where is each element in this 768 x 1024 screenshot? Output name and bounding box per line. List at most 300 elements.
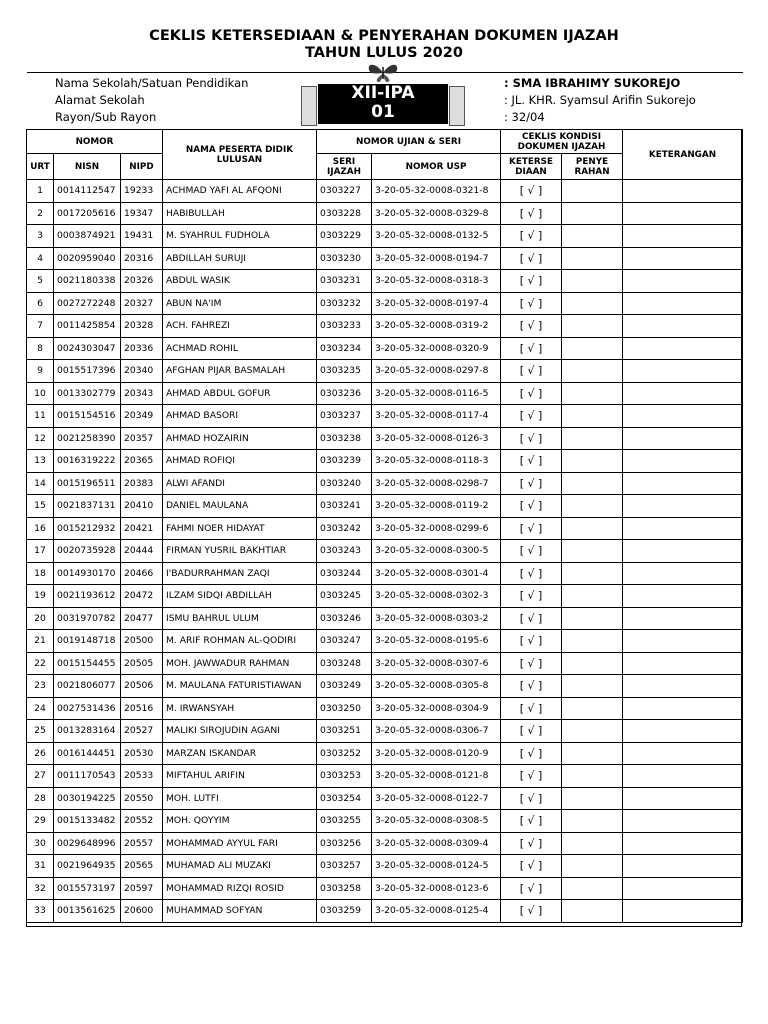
nipd-cell: 20530	[121, 742, 163, 765]
nipd-cell: 20327	[121, 292, 163, 315]
student-name-cell: M. IRWANSYAH	[163, 697, 317, 720]
row-number: 24	[27, 697, 54, 720]
penyerahan-cell[interactable]	[562, 855, 623, 878]
table-row	[27, 315, 743, 338]
nipd-cell: 20533	[121, 765, 163, 788]
nomor-usp-cell: 3-20-05-32-0008-0302-3	[372, 585, 501, 608]
student-name-cell: M. ARIF ROHMAN AL-QODIRI	[163, 630, 317, 653]
ketersediaan-checkbox[interactable]: [ √ ]	[501, 630, 562, 653]
row-number: 29	[27, 810, 54, 833]
student-name-cell: MUHAMMAD SOFYAN	[163, 900, 317, 923]
ketersediaan-checkbox[interactable]: [ √ ]	[501, 225, 562, 248]
nisn-cell: 0027272248	[54, 292, 121, 315]
student-name-cell: FAHMI NOER HIDAYAT	[163, 517, 317, 540]
penyerahan-cell[interactable]	[562, 607, 623, 630]
nomor-usp-cell: 3-20-05-32-0008-0123-6	[372, 877, 501, 900]
ketersediaan-checkbox[interactable]: [ √ ]	[501, 562, 562, 585]
nipd-cell: 20326	[121, 270, 163, 293]
penyerahan-cell[interactable]	[562, 450, 623, 473]
penyerahan-cell[interactable]	[562, 787, 623, 810]
table-row	[27, 517, 743, 540]
row-number: 22	[27, 652, 54, 675]
ketersediaan-checkbox[interactable]: [ √ ]	[501, 360, 562, 383]
seri-ijazah-cell: 0303242	[317, 517, 372, 540]
seri-ijazah-cell: 0303240	[317, 472, 372, 495]
penyerahan-cell[interactable]	[562, 832, 623, 855]
ketersediaan-checkbox[interactable]: [ √ ]	[501, 495, 562, 518]
seri-ijazah-cell: 0303254	[317, 787, 372, 810]
row-number: 3	[27, 225, 54, 248]
seri-ijazah-cell: 0303247	[317, 630, 372, 653]
row-number: 33	[27, 900, 54, 923]
seri-ijazah-cell: 0303249	[317, 675, 372, 698]
student-name-cell: ABUN NA'IM	[163, 292, 317, 315]
header-nomor-ujian: NOMOR UJIAN & SERI	[317, 130, 501, 154]
seri-ijazah-cell: 0303228	[317, 202, 372, 225]
nomor-usp-cell: 3-20-05-32-0008-0299-6	[372, 517, 501, 540]
keterangan-cell[interactable]	[623, 697, 743, 720]
keterangan-cell[interactable]	[623, 360, 743, 383]
row-number: 32	[27, 877, 54, 900]
row-number: 20	[27, 607, 54, 630]
penyerahan-cell[interactable]	[562, 765, 623, 788]
row-number: 4	[27, 247, 54, 270]
nipd-cell: 20336	[121, 337, 163, 360]
keterangan-cell[interactable]	[623, 720, 743, 743]
nomor-usp-cell: 3-20-05-32-0008-0301-4	[372, 562, 501, 585]
row-number: 28	[27, 787, 54, 810]
student-name-cell: ACH. FAHREZI	[163, 315, 317, 338]
table-row	[27, 562, 743, 585]
nisn-cell: 0015212932	[54, 517, 121, 540]
header-nomor-usp: NOMOR USP	[372, 154, 501, 180]
keterangan-cell[interactable]	[623, 855, 743, 878]
row-number: 17	[27, 540, 54, 563]
ketersediaan-checkbox[interactable]: [ √ ]	[501, 202, 562, 225]
nisn-cell: 0014930170	[54, 562, 121, 585]
penyerahan-cell[interactable]	[562, 270, 623, 293]
nomor-usp-cell: 3-20-05-32-0008-0195-6	[372, 630, 501, 653]
ketersediaan-checkbox[interactable]: [ √ ]	[501, 675, 562, 698]
nisn-cell: 0030194225	[54, 787, 121, 810]
keterangan-cell[interactable]	[623, 562, 743, 585]
row-number: 15	[27, 495, 54, 518]
nipd-cell: 20340	[121, 360, 163, 383]
keterangan-cell[interactable]	[623, 180, 743, 203]
ketersediaan-checkbox[interactable]: [ √ ]	[501, 450, 562, 473]
keterangan-cell[interactable]	[623, 585, 743, 608]
table-row	[27, 742, 743, 765]
row-number: 27	[27, 765, 54, 788]
penyerahan-cell[interactable]	[562, 292, 623, 315]
row-number: 25	[27, 720, 54, 743]
table-row	[27, 540, 743, 563]
student-name-cell: ABDILLAH SURUJI	[163, 247, 317, 270]
keterangan-cell[interactable]	[623, 607, 743, 630]
nomor-usp-cell: 3-20-05-32-0008-0300-5	[372, 540, 501, 563]
nisn-cell: 0016144451	[54, 742, 121, 765]
class-plate	[318, 84, 448, 124]
keterangan-cell[interactable]	[623, 315, 743, 338]
ketersediaan-checkbox[interactable]: [ √ ]	[501, 382, 562, 405]
ketersediaan-checkbox[interactable]: [ √ ]	[501, 765, 562, 788]
nipd-cell: 20466	[121, 562, 163, 585]
nipd-cell: 20316	[121, 247, 163, 270]
seri-ijazah-cell: 0303252	[317, 742, 372, 765]
seri-ijazah-cell: 0303248	[317, 652, 372, 675]
nomor-usp-cell: 3-20-05-32-0008-0119-2	[372, 495, 501, 518]
ketersediaan-checkbox[interactable]: [ √ ]	[501, 787, 562, 810]
nisn-cell: 0021806077	[54, 675, 121, 698]
keterangan-cell[interactable]	[623, 630, 743, 653]
nisn-cell: 0020959040	[54, 247, 121, 270]
penyerahan-cell[interactable]	[562, 900, 623, 923]
penyerahan-cell[interactable]	[562, 495, 623, 518]
nomor-usp-cell: 3-20-05-32-0008-0120-9	[372, 742, 501, 765]
table-row	[27, 270, 743, 293]
seri-ijazah-cell: 0303251	[317, 720, 372, 743]
nisn-cell: 0021258390	[54, 427, 121, 450]
nipd-cell: 20565	[121, 855, 163, 878]
nipd-cell: 20343	[121, 382, 163, 405]
header-penyerahan: PENYE RAHAN	[562, 154, 623, 180]
penyerahan-cell[interactable]	[562, 630, 623, 653]
header-ceklis: CEKLIS KONDISI DOKUMEN IJAZAH	[501, 130, 623, 154]
nomor-usp-cell: 3-20-05-32-0008-0121-8	[372, 765, 501, 788]
row-number: 26	[27, 742, 54, 765]
row-number: 9	[27, 360, 54, 383]
penyerahan-cell[interactable]	[562, 337, 623, 360]
student-name-cell: MARZAN ISKANDAR	[163, 742, 317, 765]
student-name-cell: FIRMAN YUSRIL BAKHTIAR	[163, 540, 317, 563]
nomor-usp-cell: 3-20-05-32-0008-0319-2	[372, 315, 501, 338]
keterangan-cell[interactable]	[623, 337, 743, 360]
seri-ijazah-cell: 0303245	[317, 585, 372, 608]
ketersediaan-checkbox[interactable]: [ √ ]	[501, 517, 562, 540]
seri-ijazah-cell: 0303250	[317, 697, 372, 720]
penyerahan-cell[interactable]	[562, 427, 623, 450]
rayon-value: : 32/04	[504, 110, 545, 124]
row-number: 19	[27, 585, 54, 608]
student-name-cell: I'BADURRAHMAN ZAQI	[163, 562, 317, 585]
keterangan-cell[interactable]	[623, 832, 743, 855]
nomor-usp-cell: 3-20-05-32-0008-0126-3	[372, 427, 501, 450]
nipd-cell: 20552	[121, 810, 163, 833]
nomor-usp-cell: 3-20-05-32-0008-0307-6	[372, 652, 501, 675]
table-row	[27, 630, 743, 653]
penyerahan-cell[interactable]	[562, 225, 623, 248]
row-number: 30	[27, 832, 54, 855]
table-row	[27, 787, 743, 810]
keterangan-cell[interactable]	[623, 450, 743, 473]
butterfly-icon	[366, 62, 400, 84]
table-row	[27, 405, 743, 428]
row-number: 14	[27, 472, 54, 495]
ketersediaan-checkbox[interactable]: [ √ ]	[501, 180, 562, 203]
seri-ijazah-cell: 0303235	[317, 360, 372, 383]
table-row	[27, 832, 743, 855]
document-title-line2: TAHUN LULUS 2020	[305, 45, 463, 61]
student-name-cell: MOHAMMAD RIZQI ROSID	[163, 877, 317, 900]
keterangan-cell[interactable]	[623, 787, 743, 810]
keterangan-cell[interactable]	[623, 652, 743, 675]
penyerahan-cell[interactable]	[562, 810, 623, 833]
ketersediaan-checkbox[interactable]: [ √ ]	[501, 720, 562, 743]
nomor-usp-cell: 3-20-05-32-0008-0116-5	[372, 382, 501, 405]
nomor-usp-cell: 3-20-05-32-0008-0194-7	[372, 247, 501, 270]
penyerahan-cell[interactable]	[562, 315, 623, 338]
keterangan-cell[interactable]	[623, 270, 743, 293]
seri-ijazah-cell: 0303243	[317, 540, 372, 563]
nisn-cell: 0029648996	[54, 832, 121, 855]
nomor-usp-cell: 3-20-05-32-0008-0298-7	[372, 472, 501, 495]
ketersediaan-checkbox[interactable]: [ √ ]	[501, 472, 562, 495]
nipd-cell: 20506	[121, 675, 163, 698]
seri-ijazah-cell: 0303241	[317, 495, 372, 518]
nipd-cell: 20505	[121, 652, 163, 675]
row-number: 31	[27, 855, 54, 878]
student-name-cell: MUHAMAD ALI MUZAKI	[163, 855, 317, 878]
student-name-cell: M. MAULANA FATURISTIAWAN	[163, 675, 317, 698]
seri-ijazah-cell: 0303255	[317, 810, 372, 833]
nipd-cell: 19431	[121, 225, 163, 248]
row-number: 7	[27, 315, 54, 338]
nomor-usp-cell: 3-20-05-32-0008-0197-4	[372, 292, 501, 315]
penyerahan-cell[interactable]	[562, 180, 623, 203]
table-row	[27, 877, 743, 900]
penyerahan-cell[interactable]	[562, 360, 623, 383]
table-row	[27, 675, 743, 698]
ketersediaan-checkbox[interactable]: [ √ ]	[501, 540, 562, 563]
student-name-cell: ACHMAD ROHIL	[163, 337, 317, 360]
row-number: 13	[27, 450, 54, 473]
penyerahan-cell[interactable]	[562, 562, 623, 585]
keterangan-cell[interactable]	[623, 742, 743, 765]
student-name-cell: MOH. QOYYIM	[163, 810, 317, 833]
table-row	[27, 225, 743, 248]
header-nama: NAMA PESERTA DIDIK LULUSAN	[163, 130, 317, 180]
nisn-cell: 0003874921	[54, 225, 121, 248]
nipd-cell: 20472	[121, 585, 163, 608]
nipd-cell: 20383	[121, 472, 163, 495]
nomor-usp-cell: 3-20-05-32-0008-0122-7	[372, 787, 501, 810]
ketersediaan-checkbox[interactable]: [ √ ]	[501, 270, 562, 293]
nomor-usp-cell: 3-20-05-32-0008-0117-4	[372, 405, 501, 428]
nipd-cell: 20600	[121, 900, 163, 923]
nipd-cell: 20557	[121, 832, 163, 855]
row-number: 16	[27, 517, 54, 540]
student-name-cell: MOH. JAWWADUR RAHMAN	[163, 652, 317, 675]
nipd-cell: 20328	[121, 315, 163, 338]
nisn-cell: 0014112547	[54, 180, 121, 203]
row-number: 23	[27, 675, 54, 698]
school-name-label: Nama Sekolah/Satuan Pendidikan	[55, 76, 249, 90]
row-number: 6	[27, 292, 54, 315]
table-row	[27, 855, 743, 878]
table-row	[27, 202, 743, 225]
penyerahan-cell[interactable]	[562, 697, 623, 720]
seri-ijazah-cell: 0303246	[317, 607, 372, 630]
penyerahan-cell[interactable]	[562, 247, 623, 270]
keterangan-cell[interactable]	[623, 427, 743, 450]
table-row	[27, 652, 743, 675]
table-row	[27, 450, 743, 473]
ketersediaan-checkbox[interactable]: [ √ ]	[501, 832, 562, 855]
ketersediaan-checkbox[interactable]: [ √ ]	[501, 585, 562, 608]
keterangan-cell[interactable]	[623, 765, 743, 788]
nomor-usp-cell: 3-20-05-32-0008-0309-4	[372, 832, 501, 855]
nomor-usp-cell: 3-20-05-32-0008-0305-8	[372, 675, 501, 698]
table-row	[27, 180, 743, 203]
keterangan-cell[interactable]	[623, 517, 743, 540]
pillar-right-icon	[449, 86, 465, 126]
ketersediaan-checkbox[interactable]: [ √ ]	[501, 427, 562, 450]
nisn-cell: 0021837131	[54, 495, 121, 518]
seri-ijazah-cell: 0303256	[317, 832, 372, 855]
penyerahan-cell[interactable]	[562, 540, 623, 563]
penyerahan-cell[interactable]	[562, 202, 623, 225]
keterangan-cell[interactable]	[623, 472, 743, 495]
nipd-cell: 20550	[121, 787, 163, 810]
ketersediaan-checkbox[interactable]: [ √ ]	[501, 742, 562, 765]
header-ketersediaan: KETERSE DIAAN	[501, 154, 562, 180]
ketersediaan-checkbox[interactable]: [ √ ]	[501, 877, 562, 900]
student-name-cell: AHMAD BASORI	[163, 405, 317, 428]
nomor-usp-cell: 3-20-05-32-0008-0306-7	[372, 720, 501, 743]
penyerahan-cell[interactable]	[562, 382, 623, 405]
nisn-cell: 0013283164	[54, 720, 121, 743]
penyerahan-cell[interactable]	[562, 877, 623, 900]
nipd-cell: 20444	[121, 540, 163, 563]
seri-ijazah-cell: 0303258	[317, 877, 372, 900]
row-number: 1	[27, 180, 54, 203]
keterangan-cell[interactable]	[623, 382, 743, 405]
table-row	[27, 382, 743, 405]
nisn-cell: 0011170543	[54, 765, 121, 788]
penyerahan-cell[interactable]	[562, 472, 623, 495]
nomor-usp-cell: 3-20-05-32-0008-0297-8	[372, 360, 501, 383]
seri-ijazah-cell: 0303239	[317, 450, 372, 473]
table-row	[27, 427, 743, 450]
header-urt: URT	[27, 154, 54, 180]
keterangan-cell[interactable]	[623, 405, 743, 428]
header-seri-ijazah: SERI IJAZAH	[317, 154, 372, 180]
table-row	[27, 247, 743, 270]
nipd-cell: 20365	[121, 450, 163, 473]
ketersediaan-checkbox[interactable]: [ √ ]	[501, 292, 562, 315]
table-row	[27, 810, 743, 833]
row-number: 21	[27, 630, 54, 653]
nomor-usp-cell: 3-20-05-32-0008-0125-4	[372, 900, 501, 923]
nomor-usp-cell: 3-20-05-32-0008-0132-5	[372, 225, 501, 248]
ketersediaan-checkbox[interactable]: [ √ ]	[501, 855, 562, 878]
row-number: 8	[27, 337, 54, 360]
class-name: XII-IPA	[351, 83, 415, 103]
ketersediaan-checkbox[interactable]: [ √ ]	[501, 810, 562, 833]
keterangan-cell[interactable]	[623, 495, 743, 518]
nipd-cell: 20421	[121, 517, 163, 540]
nisn-cell: 0015154516	[54, 405, 121, 428]
row-number: 11	[27, 405, 54, 428]
penyerahan-cell[interactable]	[562, 742, 623, 765]
keterangan-cell[interactable]	[623, 247, 743, 270]
keterangan-cell[interactable]	[623, 292, 743, 315]
ketersediaan-checkbox[interactable]: [ √ ]	[501, 900, 562, 923]
ketersediaan-checkbox[interactable]: [ √ ]	[501, 337, 562, 360]
ketersediaan-checkbox[interactable]: [ √ ]	[501, 652, 562, 675]
nisn-cell: 0027531436	[54, 697, 121, 720]
row-number: 10	[27, 382, 54, 405]
table-row	[27, 337, 743, 360]
nomor-usp-cell: 3-20-05-32-0008-0308-5	[372, 810, 501, 833]
penyerahan-cell[interactable]	[562, 720, 623, 743]
seri-ijazah-cell: 0303236	[317, 382, 372, 405]
student-name-cell: ACHMAD YAFI AL AFQONI	[163, 180, 317, 203]
table-row	[27, 697, 743, 720]
keterangan-cell[interactable]	[623, 675, 743, 698]
seri-ijazah-cell: 0303229	[317, 225, 372, 248]
keterangan-cell[interactable]	[623, 202, 743, 225]
nomor-usp-cell: 3-20-05-32-0008-0320-9	[372, 337, 501, 360]
ketersediaan-checkbox[interactable]: [ √ ]	[501, 405, 562, 428]
table-row	[27, 765, 743, 788]
seri-ijazah-cell: 0303259	[317, 900, 372, 923]
school-address-label: Alamat Sekolah	[55, 93, 145, 107]
penyerahan-cell[interactable]	[562, 675, 623, 698]
ketersediaan-checkbox[interactable]: [ √ ]	[501, 697, 562, 720]
ketersediaan-checkbox[interactable]: [ √ ]	[501, 315, 562, 338]
nisn-cell: 0021964935	[54, 855, 121, 878]
keterangan-cell[interactable]	[623, 810, 743, 833]
student-name-cell: ILZAM SIDQI ABDILLAH	[163, 585, 317, 608]
rayon-label: Rayon/Sub Rayon	[55, 110, 157, 124]
table-row	[27, 360, 743, 383]
nisn-cell: 0019148718	[54, 630, 121, 653]
keterangan-cell[interactable]	[623, 900, 743, 923]
nipd-cell: 20500	[121, 630, 163, 653]
ketersediaan-checkbox[interactable]: [ √ ]	[501, 247, 562, 270]
ketersediaan-checkbox[interactable]: [ √ ]	[501, 607, 562, 630]
nisn-cell: 0021193612	[54, 585, 121, 608]
table-row	[27, 585, 743, 608]
keterangan-cell[interactable]	[623, 877, 743, 900]
nipd-cell: 20349	[121, 405, 163, 428]
nipd-cell: 19233	[121, 180, 163, 203]
student-name-cell: M. SYAHRUL FUDHOLA	[163, 225, 317, 248]
nisn-cell: 0031970782	[54, 607, 121, 630]
table-row	[27, 900, 743, 923]
nomor-usp-cell: 3-20-05-32-0008-0118-3	[372, 450, 501, 473]
row-number: 18	[27, 562, 54, 585]
penyerahan-cell[interactable]	[562, 405, 623, 428]
table-row	[27, 292, 743, 315]
penyerahan-cell[interactable]	[562, 585, 623, 608]
document-title-line1: CEKLIS KETERSEDIAAN & PENYERAHAN DOKUMEN IJAZAH	[149, 28, 619, 44]
nipd-cell: 20597	[121, 877, 163, 900]
seri-ijazah-cell: 0303244	[317, 562, 372, 585]
student-name-cell: DANIEL MAULANA	[163, 495, 317, 518]
nisn-cell: 0015133482	[54, 810, 121, 833]
penyerahan-cell[interactable]	[562, 517, 623, 540]
keterangan-cell[interactable]	[623, 225, 743, 248]
penyerahan-cell[interactable]	[562, 652, 623, 675]
row-number: 5	[27, 270, 54, 293]
class-badge	[300, 80, 466, 126]
nisn-cell: 0015154455	[54, 652, 121, 675]
nomor-usp-cell: 3-20-05-32-0008-0303-2	[372, 607, 501, 630]
keterangan-cell[interactable]	[623, 540, 743, 563]
student-name-cell: AFGHAN PIJAR BASMALAH	[163, 360, 317, 383]
